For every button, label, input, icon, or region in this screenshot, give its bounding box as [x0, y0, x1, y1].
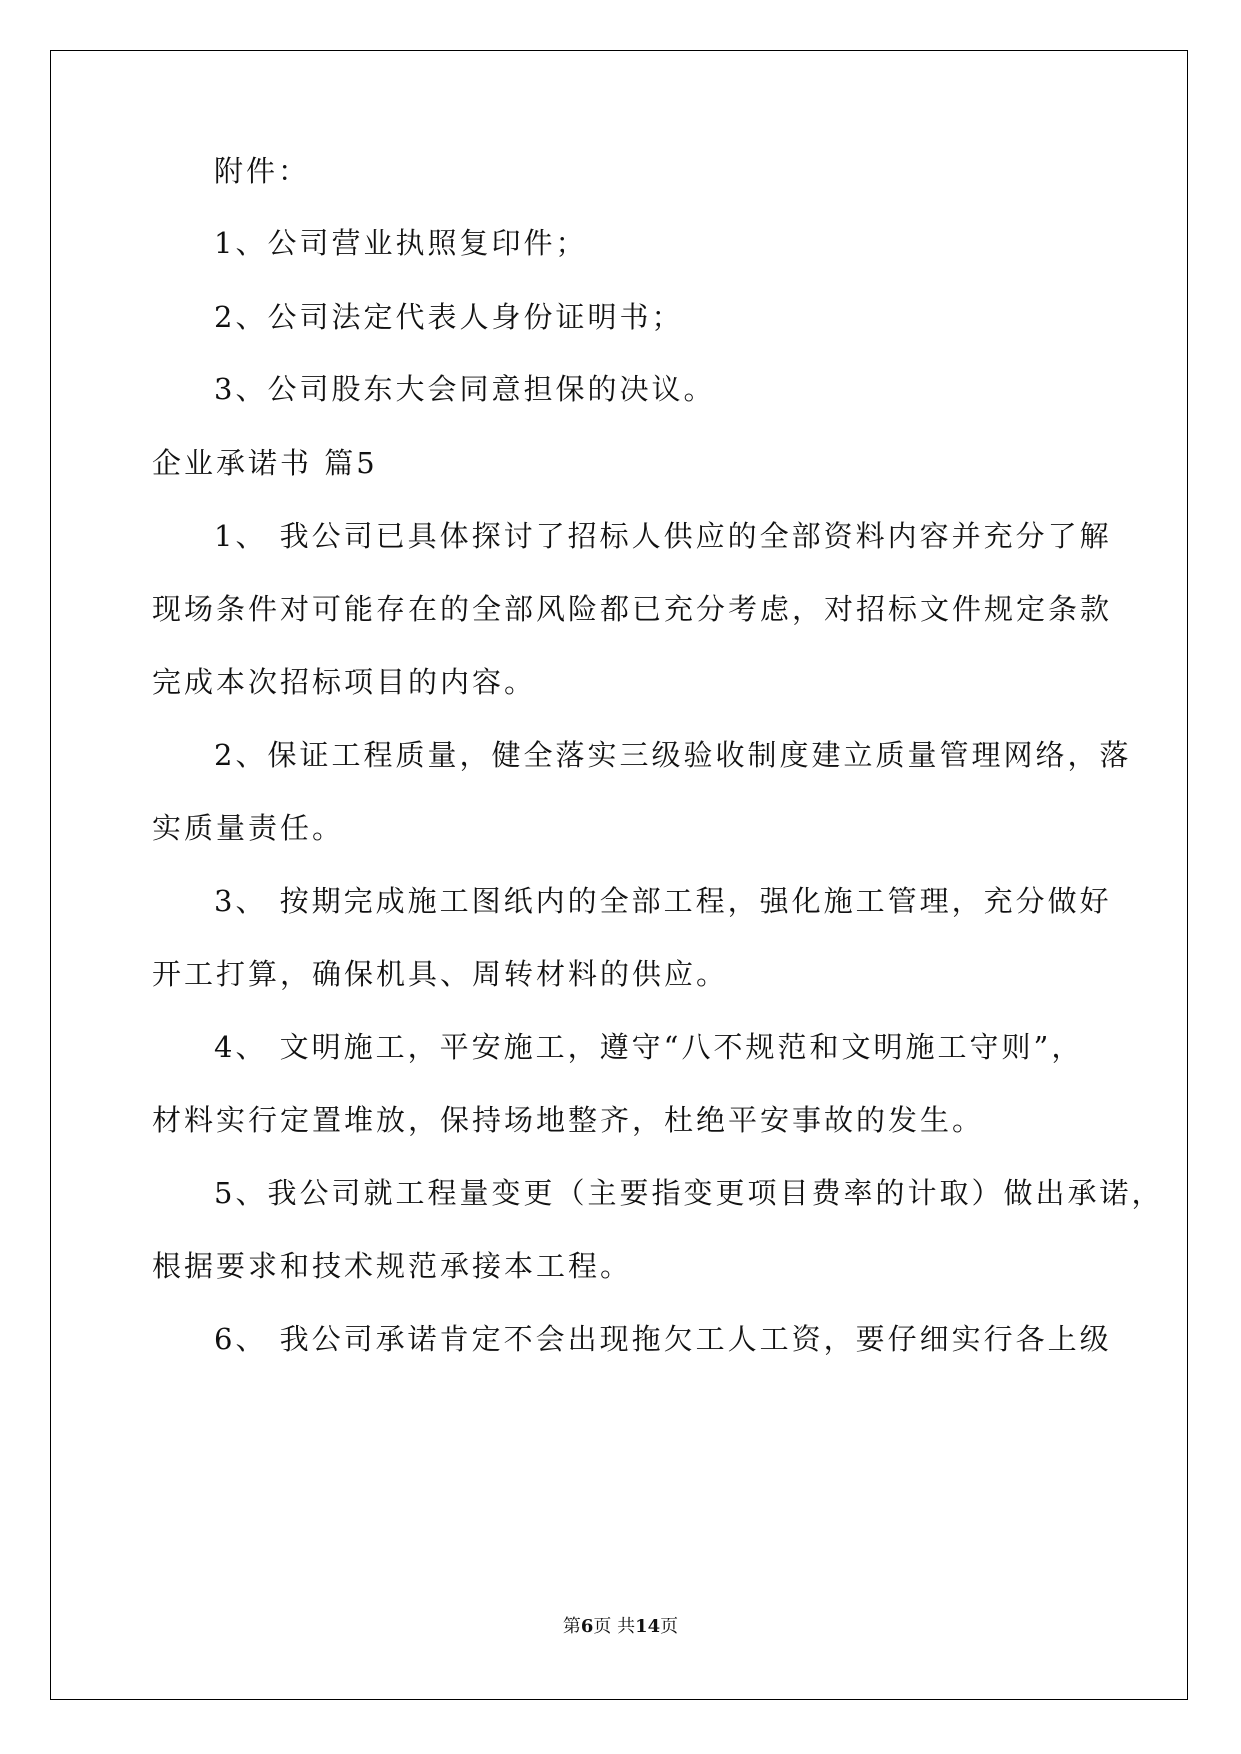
- footer-total-pages: 14: [635, 1616, 661, 1637]
- page-footer: [0, 1612, 1241, 1638]
- paragraph-line: 4、 文明施工，平安施工，遵守“八不规范和文明施工守则”，: [214, 1030, 1084, 1064]
- footer-suffix: 页: [660, 1616, 679, 1637]
- footer-page-number: 6: [580, 1616, 594, 1637]
- paragraph-line: 5、我公司就工程量变更（主要指变更项目费率的计取）做出承诺，: [214, 1176, 1164, 1210]
- paragraph-line: 6、 我公司承诺肯定不会出现拖欠工人工资，要仔细实行各上级: [214, 1322, 1112, 1356]
- paragraph-line: 实质量责任。: [152, 811, 345, 845]
- section-title: 企业承诺书 篇5: [152, 446, 378, 480]
- paragraph-line: 根据要求和技术规范承接本工程。: [152, 1249, 633, 1283]
- paragraph-line: 2、保证工程质量，健全落实三级验收制度建立质量管理网络，落: [214, 738, 1132, 772]
- attachment-item: 1、公司营业执照复印件；: [214, 226, 588, 260]
- attachment-item: 3、公司股东大会同意担保的决议。: [214, 372, 716, 406]
- paragraph-line: 现场条件对可能存在的全部风险都已充分考虑，对招标文件规定条款: [152, 592, 1113, 626]
- paragraph-line: 1、 我公司已具体探讨了招标人供应的全部资料内容并充分了解: [214, 519, 1112, 553]
- footer-prefix: 第: [562, 1616, 581, 1637]
- page-border: [50, 50, 1188, 1700]
- paragraph-line: 3、 按期完成施工图纸内的全部工程，强化施工管理，充分做好: [214, 884, 1112, 918]
- paragraph-line: 开工打算，确保机具、周转材料的供应。: [152, 957, 729, 991]
- footer-middle: 页 共: [593, 1616, 636, 1637]
- attachment-item: 2、公司法定代表人身份证明书；: [214, 300, 684, 334]
- attachment-heading: 附件：: [214, 154, 311, 188]
- paragraph-line: 材料实行定置堆放，保持场地整齐，杜绝平安事故的发生。: [152, 1103, 985, 1137]
- paragraph-line: 完成本次招标项目的内容。: [152, 665, 537, 699]
